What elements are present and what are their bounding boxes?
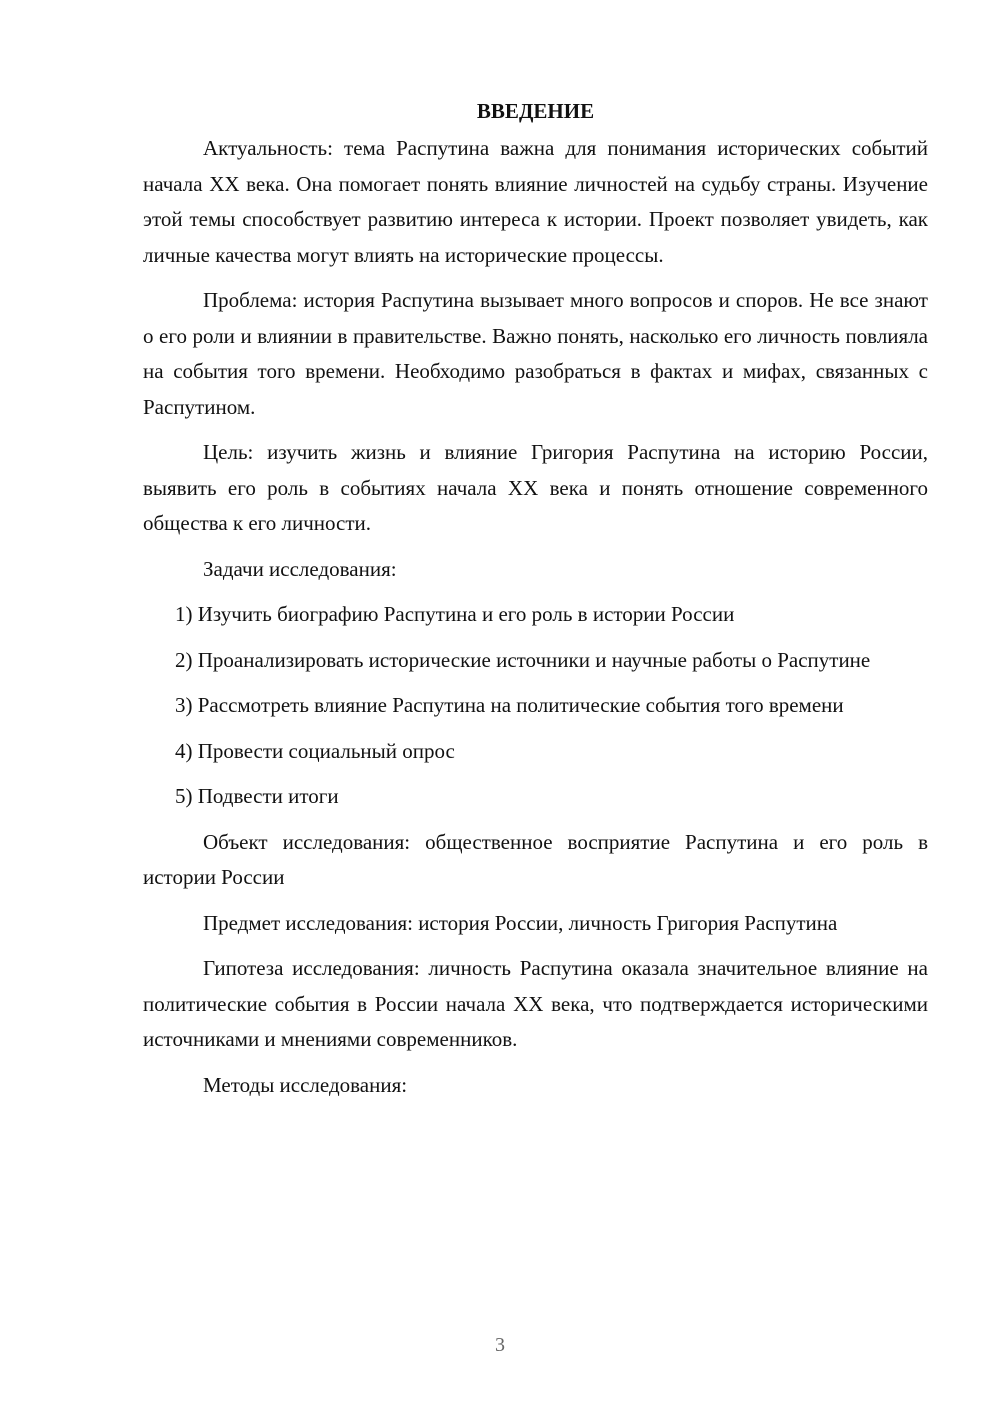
page-title: ВВЕДЕНИЕ xyxy=(476,99,595,123)
document-page xyxy=(143,94,928,1113)
paragraph-hypothesis: Гипотеза исследования: личность Распутина оказала значительное влияние на политические события в России начала XX века, что подтверждается историческими источниками и мнениями современников. xyxy=(143,956,928,1051)
paragraph-goal: Цель: изучить жизнь и влияние Григория Распутина на историю России, выявить его роль в событиях начала XX века и понять отношение современного общества к его личности. xyxy=(143,440,928,535)
paragraph-object: Объект исследования: общественное восприятие Распутина и его роль в истории России xyxy=(143,829,928,889)
methods-heading: Методы исследования: xyxy=(203,1072,408,1097)
paragraph-relevance: Актуальность: тема Распутина важна для понимания исторических событий начала XX века. Она помогает понять влияние личностей на судьбу страны. Изучение этой темы способствует развитию интереса к истории. Проект позволяет увидеть, как личные качества могут влиять на исторические процессы. xyxy=(143,136,928,267)
paragraph-problem: Проблема: история Распутина вызывает много вопросов и споров. Не все знают о его роли и влиянии в правительстве. Важно понять, насколько его личность повлияла на события того времени. Необходимо разобраться в фактах и мифах, связанных с Распутином. xyxy=(143,288,928,419)
task-item: 2) Проанализировать исторические источники и научные работы о Распутине xyxy=(175,647,871,672)
task-item: 5) Подвести итоги xyxy=(175,784,339,808)
paragraph-subject: Предмет исследования: история России, личность Григория Распутина xyxy=(203,910,838,935)
task-item: 4) Провести социальный опрос xyxy=(175,738,455,763)
task-item: 1) Изучить биографию Распутина и его роль в истории России xyxy=(175,602,735,626)
task-item: 3) Рассмотреть влияние Распутина на политические события того времени xyxy=(175,693,844,717)
tasks-heading: Задачи исследования: xyxy=(203,556,397,581)
page-number: 3 xyxy=(495,1334,505,1356)
